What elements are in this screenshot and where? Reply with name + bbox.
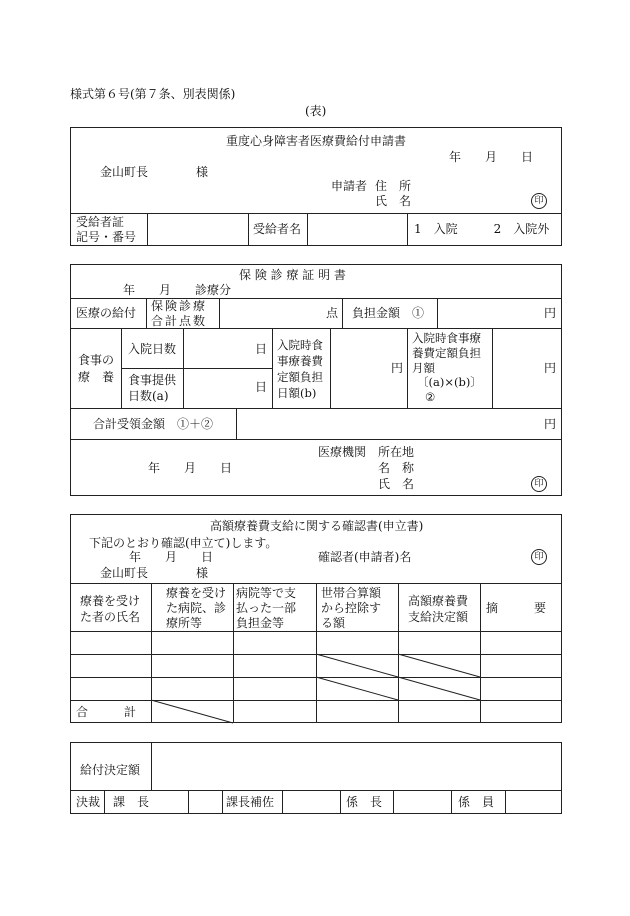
addressee: 金山町長 <box>100 165 149 179</box>
staff-label: 係 員 <box>458 795 495 809</box>
form-number: 様式第６号(第７条、別表関係) <box>70 87 236 101</box>
seal-mark: 印 <box>531 193 547 209</box>
col-hospital: 療養を受け た病院、診 療所等 <box>166 586 227 630</box>
application-title: 重度心身障害者医療費給付申請書 <box>226 134 407 148</box>
application-date: 年 月 日 <box>449 150 534 164</box>
institution-seal: 印 <box>531 476 547 492</box>
total-yen-unit: 円 <box>544 417 557 431</box>
designation-label: 名 称 <box>378 461 415 475</box>
col-remarks: 摘 要 <box>486 601 547 615</box>
monthly-copay-label: 入院時食事療 養費定額負担 月額 <box>412 331 481 375</box>
recipient-name-label: 受給者名 <box>253 222 302 236</box>
total-received-label: 合計受領金額 ①＋② <box>93 417 214 431</box>
confirmation-title: 高額療養費支給に関する確認書(申立書) <box>210 519 424 533</box>
confirmation-statement: 下記のとおり確認(申立て)します。 <box>89 536 278 550</box>
col-household-deduction: 世帯合算額 から控除す る額 <box>321 586 382 630</box>
inpatient-days-unit: 日 <box>255 342 268 356</box>
sama-label: 様 <box>196 165 209 179</box>
admission-options[interactable]: 1 入院 2 入院外 <box>414 222 550 236</box>
monthly-yen-unit: 円 <box>544 361 557 375</box>
mark-two: ② <box>425 390 436 404</box>
approval-label: 決裁 <box>76 795 101 809</box>
institution-label: 医療機関 <box>318 445 367 459</box>
meal-days-label: 食事提供 日数(a) <box>128 373 177 403</box>
section-chief-label: 課 長 <box>113 795 150 809</box>
daily-copay-label: 入院時食 事療養費 定額負担 日額(b) <box>277 338 323 400</box>
applicant-label: 申請者 <box>331 179 368 193</box>
col-copay: 病院等で支 払った一部 負担金等 <box>236 586 297 630</box>
recipient-cert-label: 受給者証 記号・番号 <box>76 215 137 244</box>
certificate-title: 保 険 診 療 証 明 書 <box>239 268 346 282</box>
certificate-period: 年 月 診療分 <box>123 283 232 297</box>
confirmer-label: 確認者(申請者)名 <box>318 550 412 564</box>
col-patient-name: 療養を受け た者の氏名 <box>80 594 141 624</box>
total-row-label: 合 計 <box>76 705 137 719</box>
benefit-decision-field[interactable] <box>152 743 561 789</box>
confirmation-date: 年 月 日 <box>129 550 214 564</box>
daily-copay-yen-unit: 円 <box>391 361 404 375</box>
subsection-chief-label: 係 長 <box>346 795 383 809</box>
meal-care-label: 食事の 療 養 <box>78 353 115 384</box>
copay-amount-label: 負担金額 ① <box>352 306 425 320</box>
location-label: 所在地 <box>378 445 415 459</box>
benefit-decision-label: 給付決定額 <box>80 763 141 777</box>
meal-days-unit: 日 <box>255 380 268 394</box>
points-unit: 点 <box>326 306 339 320</box>
assistant-chief-label: 課長補佐 <box>226 795 275 809</box>
col-high-cost-decision: 高額療養費 支給決定額 <box>408 594 469 624</box>
inpatient-days-label: 入院日数 <box>128 342 177 356</box>
confirmation-addressee: 金山町長 <box>100 566 149 580</box>
address-label: 住 所 <box>375 179 412 193</box>
copay-yen-unit: 円 <box>544 306 557 320</box>
institution-name-label: 氏 名 <box>378 477 415 491</box>
form-side: (表) <box>305 104 327 118</box>
insurance-points-label: 保険診療 合計点数 <box>151 299 208 328</box>
medical-benefit-label: 医療の給付 <box>76 306 137 320</box>
monthly-formula: 〔(a)×(b)〕 <box>417 375 482 389</box>
confirmer-seal: 印 <box>531 549 547 565</box>
certificate-date: 年 月 日 <box>148 461 233 475</box>
name-label: 氏 名 <box>375 194 412 208</box>
confirmation-sama: 様 <box>196 566 209 580</box>
